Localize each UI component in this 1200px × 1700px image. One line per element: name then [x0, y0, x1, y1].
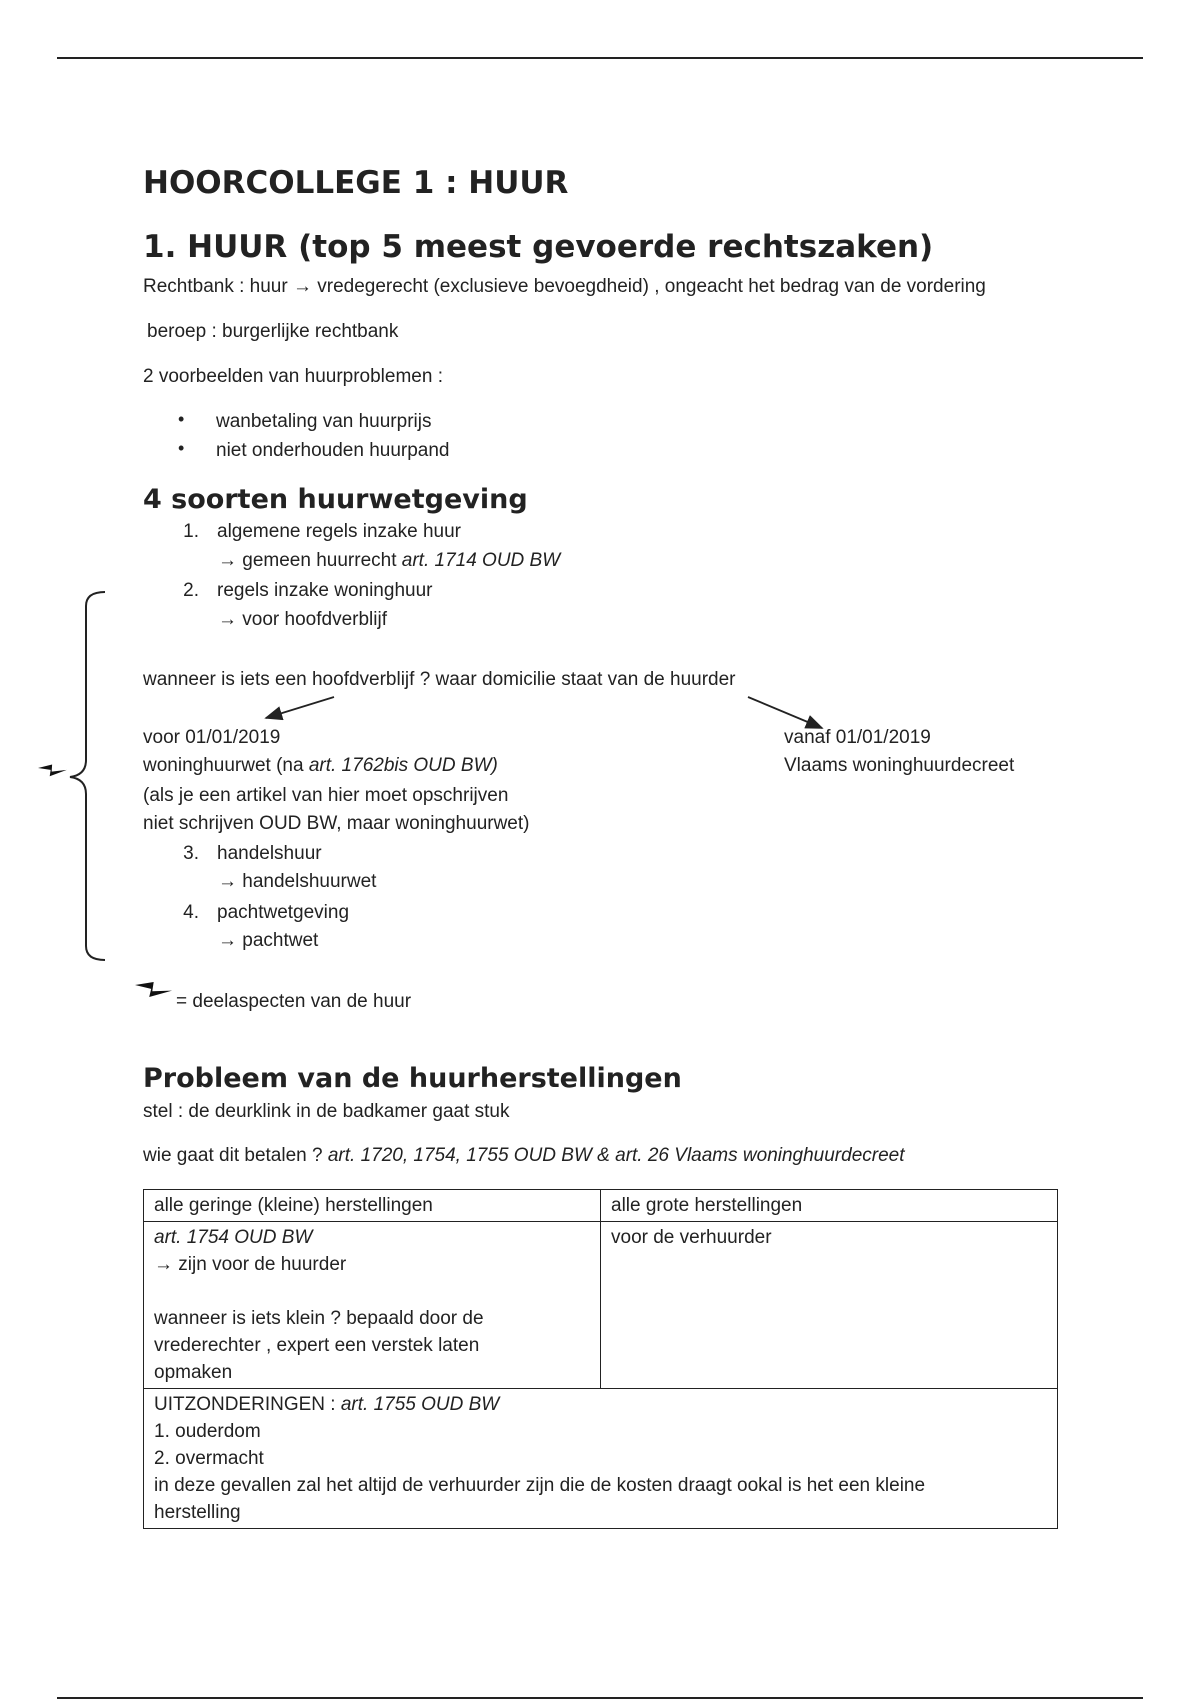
table-cell: voor de verhuurder — [601, 1222, 1058, 1389]
table-row — [144, 1222, 1058, 1389]
section2-heading: 4 soorten huurwetgeving — [143, 484, 528, 515]
table-header-cell: alle geringe (kleine) herstellingen — [144, 1190, 601, 1222]
beroep-line: beroep : burgerlijke rechtbank — [147, 321, 399, 342]
legend-text: = deelaspecten van de huur — [176, 991, 412, 1012]
arrow-icon: → — [292, 276, 312, 297]
section1-heading: 1. HUUR (top 5 meest gevoerde rechtszaken) — [143, 229, 934, 265]
bullet-icon: • — [178, 409, 185, 429]
list-item: 3. handelshuur — [183, 843, 322, 864]
list-item: 2. regels inzake woninghuur — [183, 580, 433, 601]
lightning-icon — [38, 756, 67, 782]
hoofdverblijf-question: wanneer is iets een hoofdverblijf ? waar domicilie staat van de huurder — [143, 669, 736, 690]
arrow-icon: → — [218, 609, 237, 630]
list-item: 4. pachtwetgeving — [183, 902, 350, 923]
bullet-icon: • — [178, 438, 185, 458]
list-item-sub: → pachtwet — [218, 930, 319, 951]
arrow-icon: → — [218, 871, 237, 892]
stel-line: stel : de deurklink in de badkamer gaat stuk — [143, 1101, 510, 1122]
rechtbank-line: Rechtbank : huur → vredegerecht (exclusieve bevoegdheid) , ongeacht het bedrag van de vordering — [143, 276, 986, 297]
list-item: wanbetaling van huurprijs — [216, 411, 432, 432]
arrow-icon: → — [218, 550, 237, 571]
curly-brace-icon — [70, 592, 105, 960]
right-date: vanaf 01/01/2019 — [784, 727, 931, 748]
problems-intro: 2 voorbeelden van huurproblemen : — [143, 366, 443, 387]
left-date: voor 01/01/2019 — [143, 727, 281, 748]
table-row — [144, 1389, 1058, 1529]
list-item-sub: → handelshuurwet — [218, 871, 377, 892]
list-item-sub: → voor hoofdverblijf — [218, 609, 387, 630]
left-note: (als je een artikel van hier moet opschrijven — [143, 785, 509, 806]
list-item: niet onderhouden huurpand — [216, 440, 450, 461]
left-law: woninghuurwet (na art. 1762bis OUD BW) — [143, 755, 498, 776]
wie-line: wie gaat dit betalen ? art. 1720, 1754, 1755 OUD BW & art. 26 Vlaams woninghuurdecreet — [143, 1145, 905, 1166]
arrow-to-right-date — [748, 697, 822, 728]
table-cell: UITZONDERINGEN : art. 1755 OUD BW 1. ouderdom 2. overmacht in deze gevallen zal het altijd de verhuurder zijn die de kosten draagt ookal is het een kleine herstelling — [144, 1389, 1058, 1529]
table-row — [144, 1190, 1058, 1222]
repairs-table — [143, 1189, 1058, 1529]
arrow-icon: → — [218, 930, 237, 951]
left-note: niet schrijven OUD BW, maar woninghuurwet) — [143, 813, 530, 834]
page-title: HOORCOLLEGE 1 : HUUR — [143, 165, 569, 201]
arrow-icon: → — [154, 1254, 173, 1275]
section3-heading: Probleem van de huurherstellingen — [143, 1063, 682, 1094]
list-item-sub: → gemeen huurrecht art. 1714 OUD BW — [218, 550, 561, 571]
list-item: 1. algemene regels inzake huur — [183, 521, 461, 542]
right-law: Vlaams woninghuurdecreet — [784, 755, 1015, 776]
arrow-to-left-date — [266, 697, 334, 718]
table-header-cell: alle grote herstellingen — [601, 1190, 1058, 1222]
lightning-icon — [135, 972, 172, 1004]
table-cell: art. 1754 OUD BW → zijn voor de huurder wanneer is iets klein ? bepaald door de vrederechter , expert een verstek laten opmaken — [144, 1222, 601, 1389]
